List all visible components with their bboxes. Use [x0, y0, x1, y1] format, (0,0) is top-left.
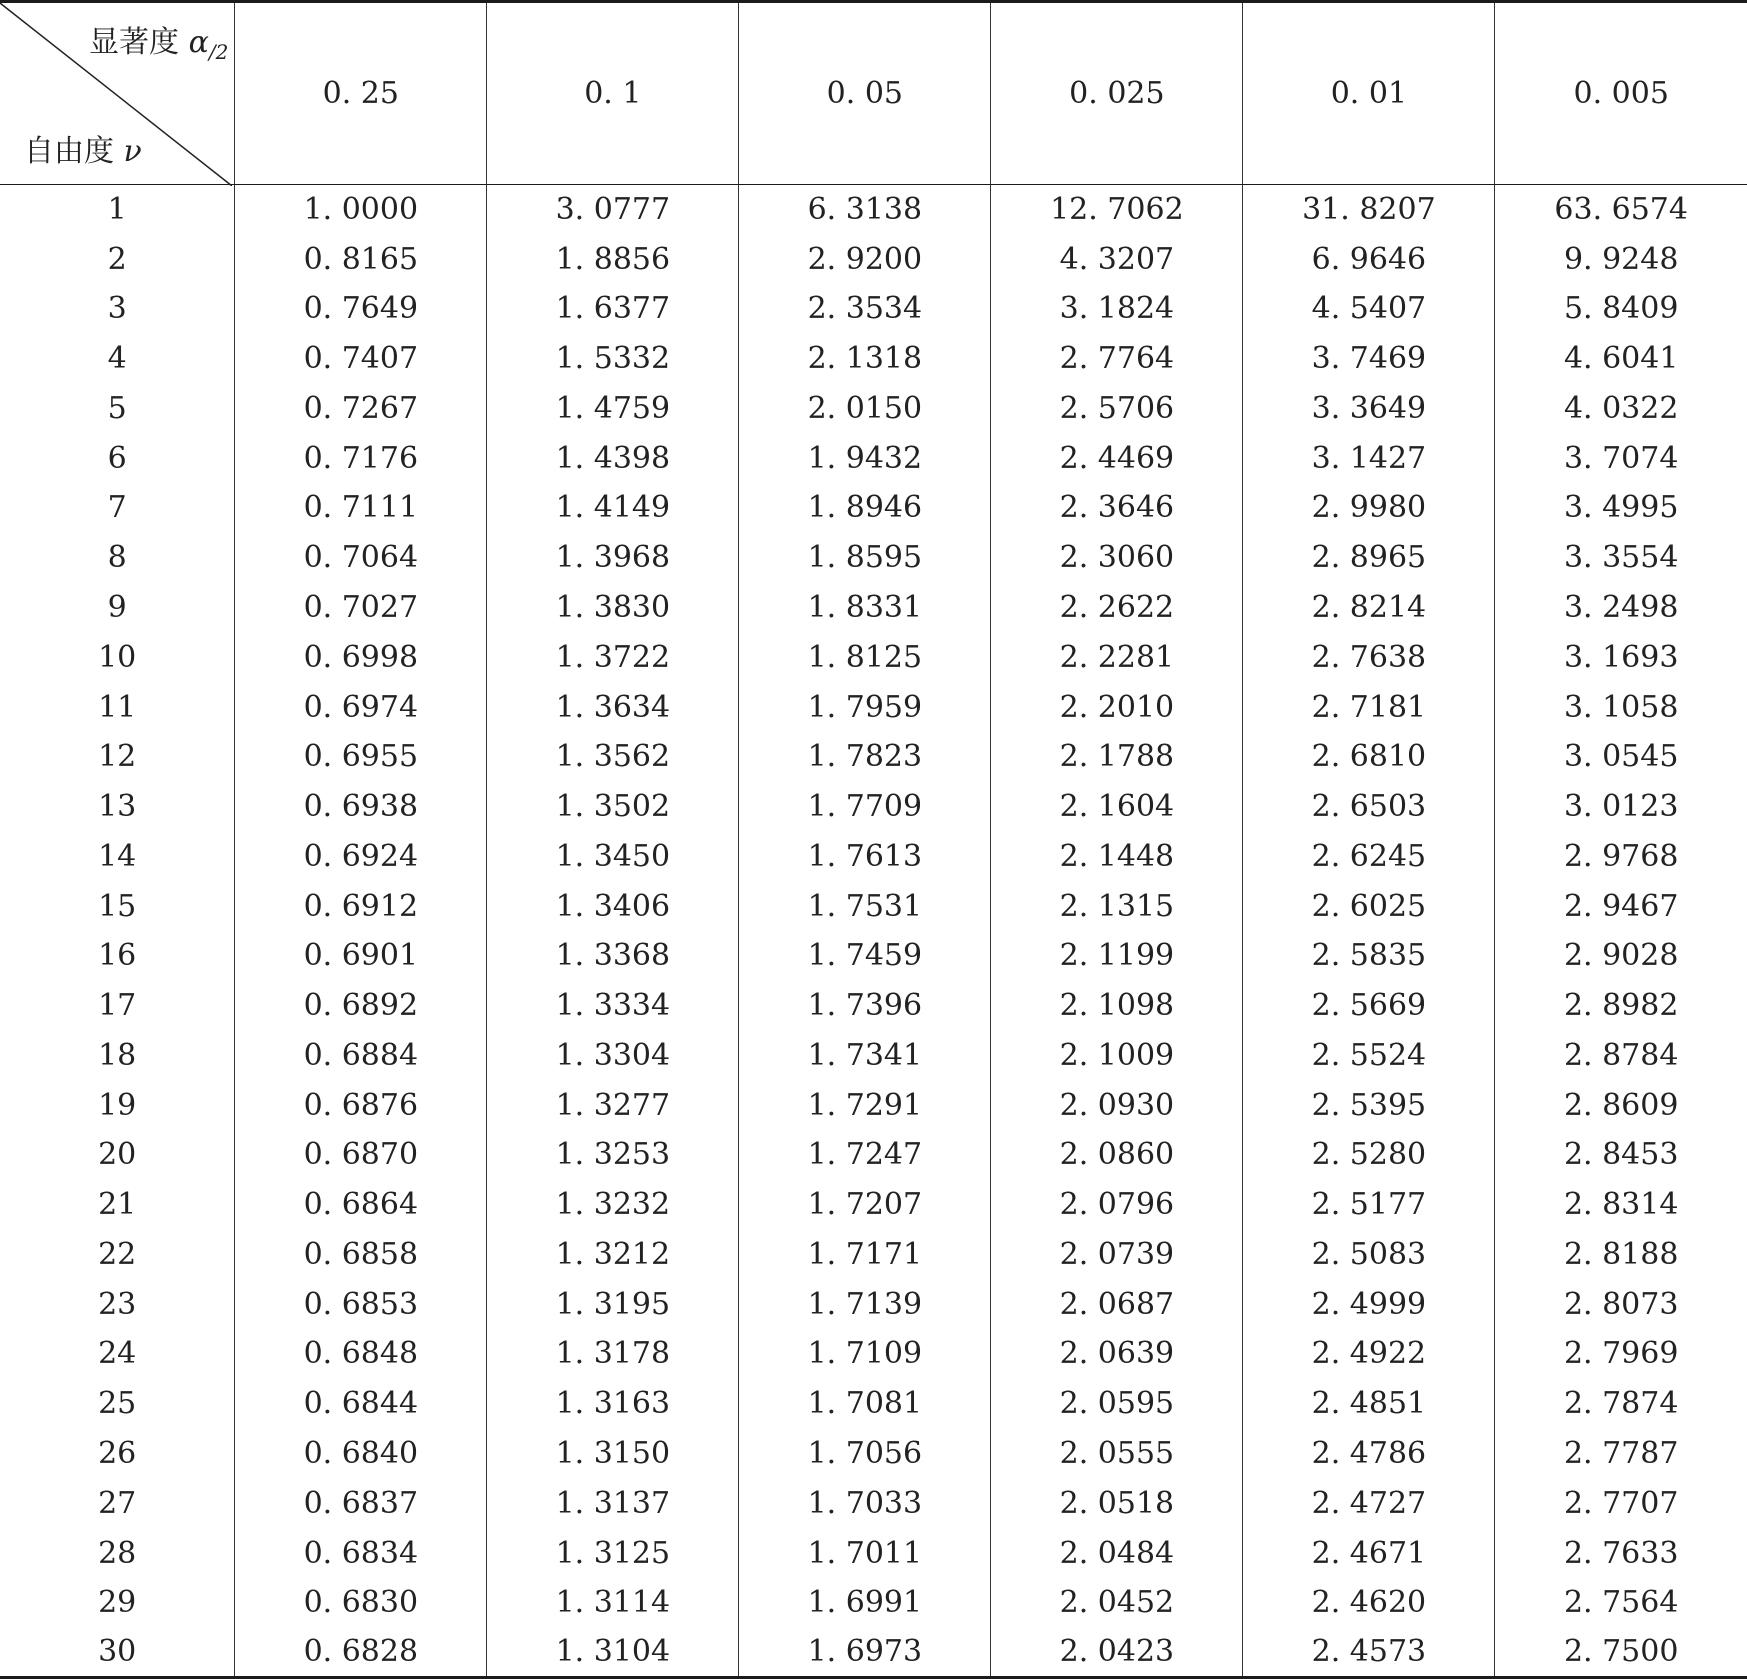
critical-value-cell: 1. 8946: [739, 483, 991, 533]
critical-value-cell: 2. 7181: [1243, 682, 1495, 732]
table-row: [0, 1578, 1747, 1628]
critical-value-cell: 1. 8125: [739, 632, 991, 682]
dof-cell: 21: [98, 1187, 137, 1223]
critical-value-cell: 2. 6245: [1243, 831, 1495, 881]
critical-value-cell: 3. 7074: [1495, 433, 1747, 483]
critical-value-cell: 2. 4999: [1243, 1279, 1495, 1329]
critical-value-cell: 0. 6901: [235, 931, 487, 981]
dof-cell: 8: [107, 540, 127, 576]
critical-value-cell: 1. 3125: [487, 1528, 739, 1578]
critical-value-cell: 1. 3150: [487, 1429, 739, 1479]
dof-cell: 20: [98, 1137, 137, 1173]
critical-value-cell: 1. 3253: [487, 1130, 739, 1180]
table-row: [0, 1528, 1747, 1578]
dof-cell: 5: [107, 390, 127, 426]
critical-value-cell: 2. 9200: [739, 234, 991, 284]
critical-value-cell: 3. 2498: [1495, 583, 1747, 633]
critical-value-cell: 3. 1693: [1495, 632, 1747, 682]
critical-value-cell: 0. 7027: [235, 583, 487, 633]
alpha-header-cell: 0. 01: [1243, 2, 1495, 185]
critical-value-cell: 9. 9248: [1495, 234, 1747, 284]
alpha-header-cell: 0. 05: [739, 2, 991, 185]
critical-value-cell: 1. 3163: [487, 1379, 739, 1429]
critical-value-cell: 1. 7011: [739, 1528, 991, 1578]
critical-value-cell: 2. 0555: [991, 1429, 1243, 1479]
table-row: [0, 1130, 1747, 1180]
critical-value-cell: 0. 6844: [235, 1379, 487, 1429]
critical-value-cell: 2. 5524: [1243, 1031, 1495, 1081]
critical-value-cell: 1. 8331: [739, 583, 991, 633]
dof-cell: 24: [98, 1336, 137, 1372]
table-row: [0, 1329, 1747, 1379]
critical-value-cell: 2. 0518: [991, 1478, 1243, 1528]
dof-cell: 4: [107, 341, 127, 377]
critical-value-cell: 2. 4573: [1243, 1628, 1495, 1678]
table-row: [0, 583, 1747, 633]
critical-value-cell: 2. 3060: [991, 533, 1243, 583]
table-row: [0, 1080, 1747, 1130]
table-row: [0, 384, 1747, 434]
critical-value-cell: 1. 3114: [487, 1578, 739, 1628]
critical-value-cell: 2. 7874: [1495, 1379, 1747, 1429]
table-row: [0, 732, 1747, 782]
critical-value-cell: 2. 1315: [991, 881, 1243, 931]
critical-value-cell: 0. 6848: [235, 1329, 487, 1379]
critical-value-cell: 2. 0639: [991, 1329, 1243, 1379]
critical-value-cell: 1. 7709: [739, 782, 991, 832]
alpha-symbol: α: [188, 25, 209, 60]
critical-value-cell: 2. 0930: [991, 1080, 1243, 1130]
critical-value-cell: 1. 7531: [739, 881, 991, 931]
table-row: [0, 185, 1747, 235]
critical-value-cell: 1. 7081: [739, 1379, 991, 1429]
alpha-subscript: /2: [208, 40, 229, 64]
critical-value-cell: 2. 1788: [991, 732, 1243, 782]
critical-value-cell: 0. 6853: [235, 1279, 487, 1329]
critical-value-cell: 2. 5395: [1243, 1080, 1495, 1130]
critical-value-cell: 1. 7291: [739, 1080, 991, 1130]
critical-value-cell: 0. 6858: [235, 1230, 487, 1280]
critical-value-cell: 2. 4469: [991, 433, 1243, 483]
critical-value-cell: 2. 7633: [1495, 1528, 1747, 1578]
critical-value-cell: 2. 9980: [1243, 483, 1495, 533]
critical-value-cell: 2. 1009: [991, 1031, 1243, 1081]
critical-value-cell: 2. 5669: [1243, 981, 1495, 1031]
critical-value-cell: 2. 8073: [1495, 1279, 1747, 1329]
critical-value-cell: 2. 9467: [1495, 881, 1747, 931]
dof-cell: 23: [98, 1286, 137, 1322]
critical-value-cell: 3. 1058: [1495, 682, 1747, 732]
critical-value-cell: 1. 7033: [739, 1478, 991, 1528]
critical-value-cell: 3. 1427: [1243, 433, 1495, 483]
critical-value-cell: 2. 4786: [1243, 1429, 1495, 1479]
degrees-of-freedom-label: [24, 126, 142, 170]
critical-value-cell: 0. 6938: [235, 782, 487, 832]
critical-value-cell: 0. 8165: [235, 234, 487, 284]
table-header: [0, 2, 1747, 185]
critical-value-cell: 0. 6974: [235, 682, 487, 732]
critical-value-cell: 1. 3368: [487, 931, 739, 981]
critical-value-cell: 0. 6884: [235, 1031, 487, 1081]
critical-value-cell: 1. 3450: [487, 831, 739, 881]
dof-cell: 13: [98, 789, 137, 825]
critical-value-cell: 2. 5177: [1243, 1180, 1495, 1230]
critical-value-cell: 0. 7176: [235, 433, 487, 483]
critical-value-cell: 1. 3830: [487, 583, 739, 633]
dof-cell: 27: [98, 1485, 137, 1521]
corner-header-cell: [0, 2, 235, 185]
critical-value-cell: 2. 1448: [991, 831, 1243, 881]
dof-cell: 25: [98, 1386, 137, 1422]
critical-value-cell: 1. 3178: [487, 1329, 739, 1379]
significance-level-label: [89, 17, 228, 64]
critical-value-cell: 1. 3232: [487, 1180, 739, 1230]
critical-value-cell: 2. 2010: [991, 682, 1243, 732]
critical-value-cell: 0. 6892: [235, 981, 487, 1031]
critical-value-cell: 2. 0595: [991, 1379, 1243, 1429]
critical-value-cell: 1. 3334: [487, 981, 739, 1031]
table-row: [0, 682, 1747, 732]
table-row: [0, 1478, 1747, 1528]
critical-value-cell: 3. 4995: [1495, 483, 1747, 533]
critical-value-cell: 2. 3534: [739, 284, 991, 334]
table-row: [0, 1628, 1747, 1678]
critical-value-cell: 2. 7638: [1243, 632, 1495, 682]
critical-value-cell: 1. 7109: [739, 1329, 991, 1379]
critical-value-cell: 2. 6503: [1243, 782, 1495, 832]
critical-value-cell: 1. 9432: [739, 433, 991, 483]
critical-value-cell: 2. 7969: [1495, 1329, 1747, 1379]
table-row: [0, 632, 1747, 682]
critical-value-cell: 0. 6834: [235, 1528, 487, 1578]
dof-cell: 11: [98, 689, 137, 725]
dof-cell: 15: [98, 888, 137, 924]
critical-value-cell: 2. 7500: [1495, 1628, 1747, 1678]
table-row: [0, 1279, 1747, 1329]
table-row: [0, 931, 1747, 981]
critical-value-cell: 1. 3304: [487, 1031, 739, 1081]
critical-value-cell: 1. 7171: [739, 1230, 991, 1280]
dof-cell: 19: [98, 1087, 137, 1123]
dof-cell: 6: [107, 440, 127, 476]
critical-value-cell: 2. 2281: [991, 632, 1243, 682]
critical-value-cell: 2. 1318: [739, 334, 991, 384]
critical-value-cell: 1. 4759: [487, 384, 739, 434]
critical-value-cell: 1. 3137: [487, 1478, 739, 1528]
dof-cell: 16: [98, 938, 137, 974]
critical-value-cell: 1. 8595: [739, 533, 991, 583]
dof-cell: 1: [107, 192, 127, 228]
dof-cell: 22: [98, 1236, 137, 1272]
critical-value-cell: 3. 1824: [991, 284, 1243, 334]
critical-value-cell: 2. 0484: [991, 1528, 1243, 1578]
critical-value-cell: 2. 4671: [1243, 1528, 1495, 1578]
critical-value-cell: 2. 0150: [739, 384, 991, 434]
critical-value-cell: 0. 6955: [235, 732, 487, 782]
critical-value-cell: 0. 6924: [235, 831, 487, 881]
critical-value-cell: 1. 7056: [739, 1429, 991, 1479]
critical-value-cell: 0. 6828: [235, 1628, 487, 1678]
critical-value-cell: 1. 7613: [739, 831, 991, 881]
critical-value-cell: 2. 8214: [1243, 583, 1495, 633]
critical-value-cell: 2. 9028: [1495, 931, 1747, 981]
table-row: [0, 483, 1747, 533]
table-row: [0, 433, 1747, 483]
critical-value-cell: 2. 1199: [991, 931, 1243, 981]
nu-symbol: ν: [123, 134, 142, 169]
critical-value-cell: 1. 7959: [739, 682, 991, 732]
table-row: [0, 1230, 1747, 1280]
critical-value-cell: 3. 3649: [1243, 384, 1495, 434]
critical-value-cell: 0. 6840: [235, 1429, 487, 1479]
critical-value-cell: 2. 4727: [1243, 1478, 1495, 1528]
critical-value-cell: 1. 0000: [235, 185, 487, 235]
critical-value-cell: 1. 3634: [487, 682, 739, 732]
critical-value-cell: 2. 8188: [1495, 1230, 1747, 1280]
critical-value-cell: 2. 8784: [1495, 1031, 1747, 1081]
critical-value-cell: 2. 7787: [1495, 1429, 1747, 1479]
critical-value-cell: 6. 3138: [739, 185, 991, 235]
critical-value-cell: 0. 6998: [235, 632, 487, 682]
table-row: [0, 1379, 1747, 1429]
critical-value-cell: 0. 6837: [235, 1478, 487, 1528]
critical-value-cell: 2. 5280: [1243, 1130, 1495, 1180]
critical-value-cell: 1. 5332: [487, 334, 739, 384]
critical-value-cell: 2. 6025: [1243, 881, 1495, 931]
critical-value-cell: 2. 7564: [1495, 1578, 1747, 1628]
critical-value-cell: 2. 5706: [991, 384, 1243, 434]
critical-value-cell: 1. 7396: [739, 981, 991, 1031]
dof-cell: 17: [98, 988, 137, 1024]
critical-value-cell: 2. 4922: [1243, 1329, 1495, 1379]
table-row: [0, 1429, 1747, 1479]
critical-value-cell: 2. 0739: [991, 1230, 1243, 1280]
critical-value-cell: 4. 5407: [1243, 284, 1495, 334]
critical-value-cell: 31. 8207: [1243, 185, 1495, 235]
critical-value-cell: 2. 8453: [1495, 1130, 1747, 1180]
critical-value-cell: 0. 6912: [235, 881, 487, 931]
critical-value-cell: 1. 6377: [487, 284, 739, 334]
table-row: [0, 981, 1747, 1031]
critical-value-cell: 4. 6041: [1495, 334, 1747, 384]
table-row: [0, 1180, 1747, 1230]
dof-cell: 28: [98, 1535, 137, 1571]
critical-value-cell: 1. 7247: [739, 1130, 991, 1180]
critical-value-cell: 2. 2622: [991, 583, 1243, 633]
critical-value-cell: 2. 0860: [991, 1130, 1243, 1180]
critical-value-cell: 1. 3502: [487, 782, 739, 832]
critical-value-cell: 1. 7139: [739, 1279, 991, 1329]
critical-value-cell: 1. 3406: [487, 881, 739, 931]
critical-value-cell: 0. 6864: [235, 1180, 487, 1230]
critical-value-cell: 2. 8982: [1495, 981, 1747, 1031]
dof-text: 自由度: [24, 134, 114, 169]
critical-value-cell: 2. 4620: [1243, 1578, 1495, 1628]
dof-cell: 29: [98, 1585, 137, 1621]
critical-value-cell: 3. 0777: [487, 185, 739, 235]
dof-cell: 7: [107, 490, 127, 526]
critical-value-cell: 0. 6830: [235, 1578, 487, 1628]
critical-value-cell: 2. 0796: [991, 1180, 1243, 1230]
critical-value-cell: 3. 3554: [1495, 533, 1747, 583]
table-row: [0, 1031, 1747, 1081]
critical-value-cell: 1. 3104: [487, 1628, 739, 1678]
critical-value-cell: 1. 7459: [739, 931, 991, 981]
critical-value-cell: 1. 3562: [487, 732, 739, 782]
critical-value-cell: 2. 7764: [991, 334, 1243, 384]
dof-cell: 14: [98, 838, 137, 874]
critical-value-cell: 4. 0322: [1495, 384, 1747, 434]
critical-value-cell: 2. 9768: [1495, 831, 1747, 881]
critical-value-cell: 1. 3722: [487, 632, 739, 682]
critical-value-cell: 1. 7207: [739, 1180, 991, 1230]
critical-value-cell: 1. 6973: [739, 1628, 991, 1678]
table-row: [0, 782, 1747, 832]
critical-value-cell: 0. 6876: [235, 1080, 487, 1130]
critical-value-cell: 3. 0123: [1495, 782, 1747, 832]
critical-value-cell: 1. 8856: [487, 234, 739, 284]
critical-value-cell: 2. 5835: [1243, 931, 1495, 981]
critical-value-cell: 2. 0452: [991, 1578, 1243, 1628]
dof-cell: 26: [98, 1436, 137, 1472]
dof-cell: 18: [98, 1037, 137, 1073]
critical-value-cell: 1. 3968: [487, 533, 739, 583]
table-row: [0, 284, 1747, 334]
critical-value-cell: 2. 3646: [991, 483, 1243, 533]
critical-value-cell: 2. 8965: [1243, 533, 1495, 583]
critical-value-cell: 2. 8314: [1495, 1180, 1747, 1230]
table-row: [0, 533, 1747, 583]
critical-value-cell: 1. 4149: [487, 483, 739, 533]
critical-value-cell: 2. 4851: [1243, 1379, 1495, 1429]
critical-value-cell: 12. 7062: [991, 185, 1243, 235]
table-row: [0, 831, 1747, 881]
critical-value-cell: 1. 4398: [487, 433, 739, 483]
critical-value-cell: 63. 6574: [1495, 185, 1747, 235]
critical-value-cell: 6. 9646: [1243, 234, 1495, 284]
critical-value-cell: 0. 7064: [235, 533, 487, 583]
critical-value-cell: 2. 7707: [1495, 1478, 1747, 1528]
critical-value-cell: 4. 3207: [991, 234, 1243, 284]
critical-value-cell: 0. 6870: [235, 1130, 487, 1180]
critical-value-cell: 1. 6991: [739, 1578, 991, 1628]
table-body: [0, 185, 1747, 1678]
critical-value-cell: 1. 7823: [739, 732, 991, 782]
dof-cell: 30: [98, 1634, 137, 1670]
critical-value-cell: 2. 8609: [1495, 1080, 1747, 1130]
table-row: [0, 234, 1747, 284]
critical-value-cell: 1. 3195: [487, 1279, 739, 1329]
critical-value-cell: 2. 0687: [991, 1279, 1243, 1329]
critical-value-cell: 2. 1098: [991, 981, 1243, 1031]
critical-value-cell: 1. 3212: [487, 1230, 739, 1280]
critical-value-cell: 3. 7469: [1243, 334, 1495, 384]
critical-value-cell: 3. 0545: [1495, 732, 1747, 782]
critical-value-cell: 1. 7341: [739, 1031, 991, 1081]
dof-cell: 2: [107, 241, 127, 277]
dof-cell: 3: [107, 291, 127, 327]
alpha-header-cell: 0. 25: [235, 2, 487, 185]
dof-cell: 10: [98, 639, 137, 675]
critical-value-cell: 2. 6810: [1243, 732, 1495, 782]
critical-value-cell: 2. 0423: [991, 1628, 1243, 1678]
critical-value-cell: 5. 8409: [1495, 284, 1747, 334]
alpha-header-cell: 0. 005: [1495, 2, 1747, 185]
table-row: [0, 881, 1747, 931]
dof-cell: 9: [107, 590, 127, 625]
critical-value-cell: 0. 7111: [235, 483, 487, 533]
alpha-header-cell: 0. 1: [487, 2, 739, 185]
critical-value-cell: 2. 1604: [991, 782, 1243, 832]
critical-value-cell: 1. 3277: [487, 1080, 739, 1130]
critical-value-cell: 0. 7649: [235, 284, 487, 334]
table-row: [0, 334, 1747, 384]
dof-cell: 12: [98, 739, 137, 775]
alpha-header-cell: 0. 025: [991, 2, 1243, 185]
header-row: [0, 2, 1747, 185]
critical-value-cell: 0. 7267: [235, 384, 487, 434]
significance-text: 显著度: [89, 25, 180, 60]
critical-value-cell: 0. 7407: [235, 334, 487, 384]
critical-value-cell: 2. 5083: [1243, 1230, 1495, 1280]
